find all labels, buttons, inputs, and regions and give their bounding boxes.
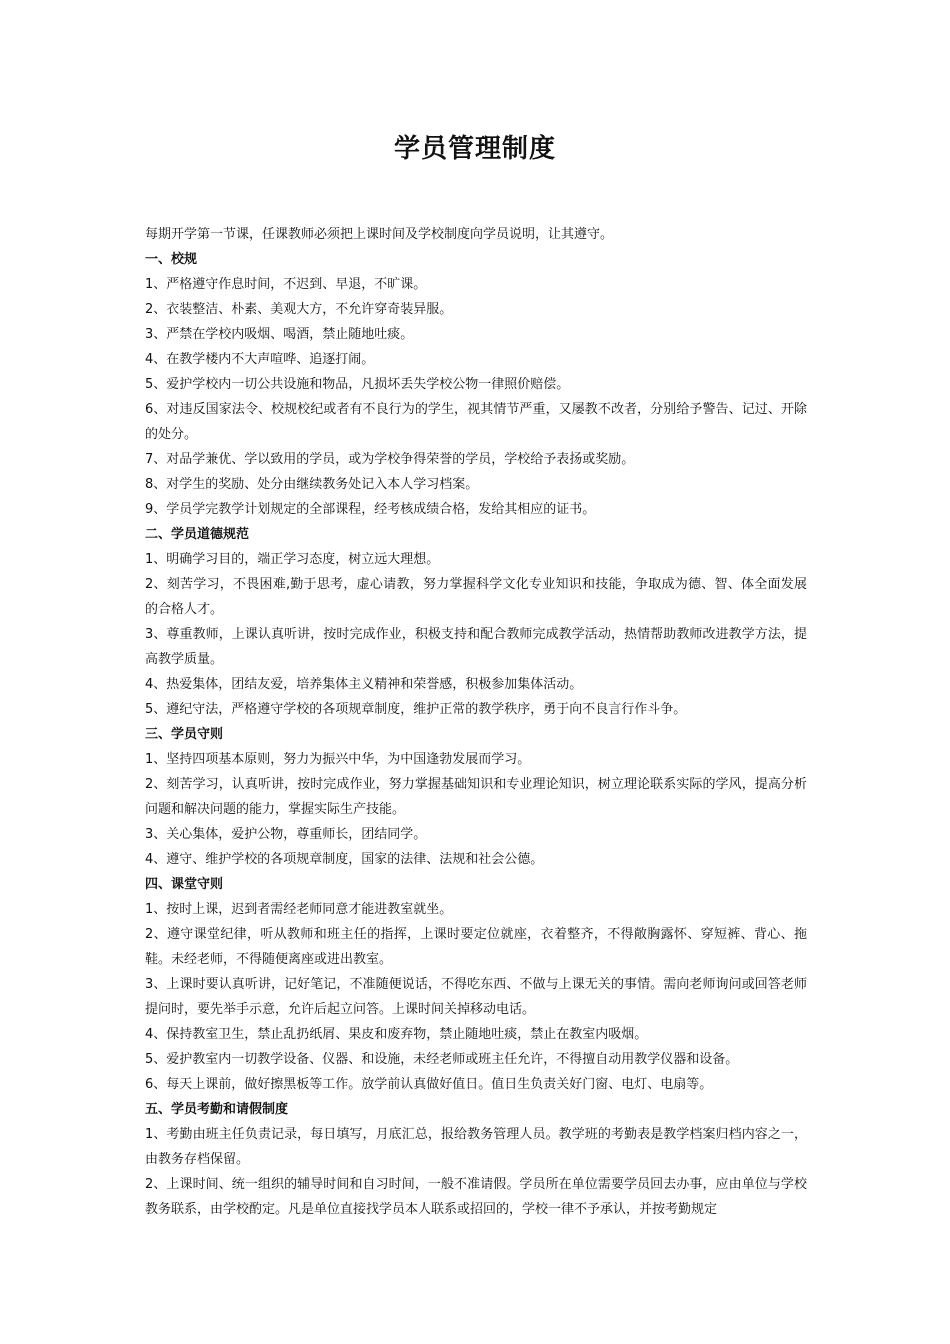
- document-body: [145, 222, 807, 1222]
- list-item: 1、严格遵守作息时间，不迟到、早退，不旷课。: [145, 277, 427, 292]
- intro-paragraph: 每期开学第一节课，任课教师必须把上课时间及学校制度向学员说明，让其遵守。: [145, 227, 614, 242]
- list-item: 9、学员学完教学计划规定的全部课程，经考核成绩合格，发给其相应的证书。: [145, 502, 596, 517]
- section-heading-school-rules: 一、校规: [145, 252, 198, 267]
- list-item: 4、遵守、维护学校的各项规章制度，国家的法律、法规和社会公德。: [145, 852, 544, 867]
- list-item: 5、爱护学校内一切公共设施和物品，凡损坏丢失学校公物一律照价赔偿。: [145, 377, 570, 392]
- list-item: 2、遵守课堂纪律，听从教师和班主任的指挥，上课时要定位就座，衣着整齐，不得敞胸露怀、穿短裤、背心、拖鞋。未经老师，不得随便离座或进出教室。: [145, 927, 807, 967]
- list-item: 8、对学生的奖励、处分由继续教务处记入本人学习档案。: [145, 477, 479, 492]
- section-heading-attendance: 五、学员考勤和请假制度: [145, 1102, 289, 1117]
- section-heading-student-code: 三、学员守则: [145, 727, 224, 742]
- list-item: 1、坚持四项基本原则，努力为振兴中华，为中国逢勃发展而学习。: [145, 752, 531, 767]
- section-heading-classroom-rules: 四、课堂守则: [145, 877, 224, 892]
- list-item: 2、衣装整洁、朴素、美观大方，不允许穿奇装异服。: [145, 302, 453, 317]
- section-heading-moral-code: 二、学员道德规范: [145, 527, 250, 542]
- list-item: 5、遵纪守法，严格遵守学校的各项规章制度，维护正常的教学秩序，勇于向不良言行作斗争。: [145, 702, 687, 717]
- list-item: 3、上课时要认真听讲，记好笔记，不准随便说话，不得吃东西、不做与上课无关的事情。需向老师询问或回答老师提问时，要先举手示意，允许后起立问答。上课时间关掉移动电话。: [145, 977, 807, 1017]
- list-item: 1、按时上课，迟到者需经老师同意才能进教室就坐。: [145, 902, 453, 917]
- list-item: 7、对品学兼优、学以致用的学员，或为学校争得荣誉的学员，学校给予表扬或奖励。: [145, 452, 635, 467]
- list-item: 6、每天上课前，做好擦黑板等工作。放学前认真做好值日。值日生负责关好门窗、电灯、电扇等。: [145, 1077, 713, 1092]
- list-item: 2、刻苦学习，认真听讲，按时完成作业，努力掌握基础知识和专业理论知识，树立理论联系实际的学风，提高分析问题和解决问题的能力，掌握实际生产技能。: [145, 777, 807, 817]
- list-item: 3、严禁在学校内吸烟、喝酒，禁止随地吐痰。: [145, 327, 414, 342]
- list-item: 4、热爱集体，团结友爱，培养集体主义精神和荣誉感，积极参加集体活动。: [145, 677, 583, 692]
- list-item: 1、考勤由班主任负责记录，每日填写，月底汇总，报给教务管理人员。教学班的考勤表是教学档案归档内容之一，由教务存档保留。: [145, 1127, 807, 1167]
- list-item: 4、保持教室卫生，禁止乱扔纸屑、果皮和废弃物，禁止随地吐痰，禁止在教室内吸烟。: [145, 1027, 648, 1042]
- list-item: 1、明确学习目的，端正学习态度，树立远大理想。: [145, 552, 440, 567]
- list-item: 5、爱护教室内一切教学设备、仪器、和设施，未经老师或班主任允许，不得擅自动用教学仪器和设备。: [145, 1052, 739, 1067]
- list-item: 4、在教学楼内不大声喧哗、追逐打闹。: [145, 352, 375, 367]
- list-item: 6、对违反国家法令、校规校纪或者有不良行为的学生，视其情节严重，又屡教不改者，分别给予警告、记过、开除的处分。: [145, 402, 807, 442]
- list-item: 2、上课时间、统一组织的辅导时间和自习时间，一般不准请假。学员所在单位需要学员回去办事，应由单位与学校教务联系，由学校酌定。凡是单位直接找学员本人联系或招回的，学校一律不予承认，并按考勤规定: [145, 1177, 807, 1217]
- list-item: 3、尊重教师，上课认真听讲，按时完成作业，积极支持和配合教师完成教学活动，热情帮助教师改进教学方法，提高教学质量。: [145, 627, 807, 667]
- list-item: 3、关心集体，爱护公物，尊重师长，团结同学。: [145, 827, 427, 842]
- document-title: 学员管理制度: [393, 134, 556, 164]
- list-item: 2、刻苦学习，不畏困难,勤于思考，虚心请教，努力掌握科学文化专业知识和技能，争取成为德、智、体全面发展的合格人才。: [145, 577, 807, 617]
